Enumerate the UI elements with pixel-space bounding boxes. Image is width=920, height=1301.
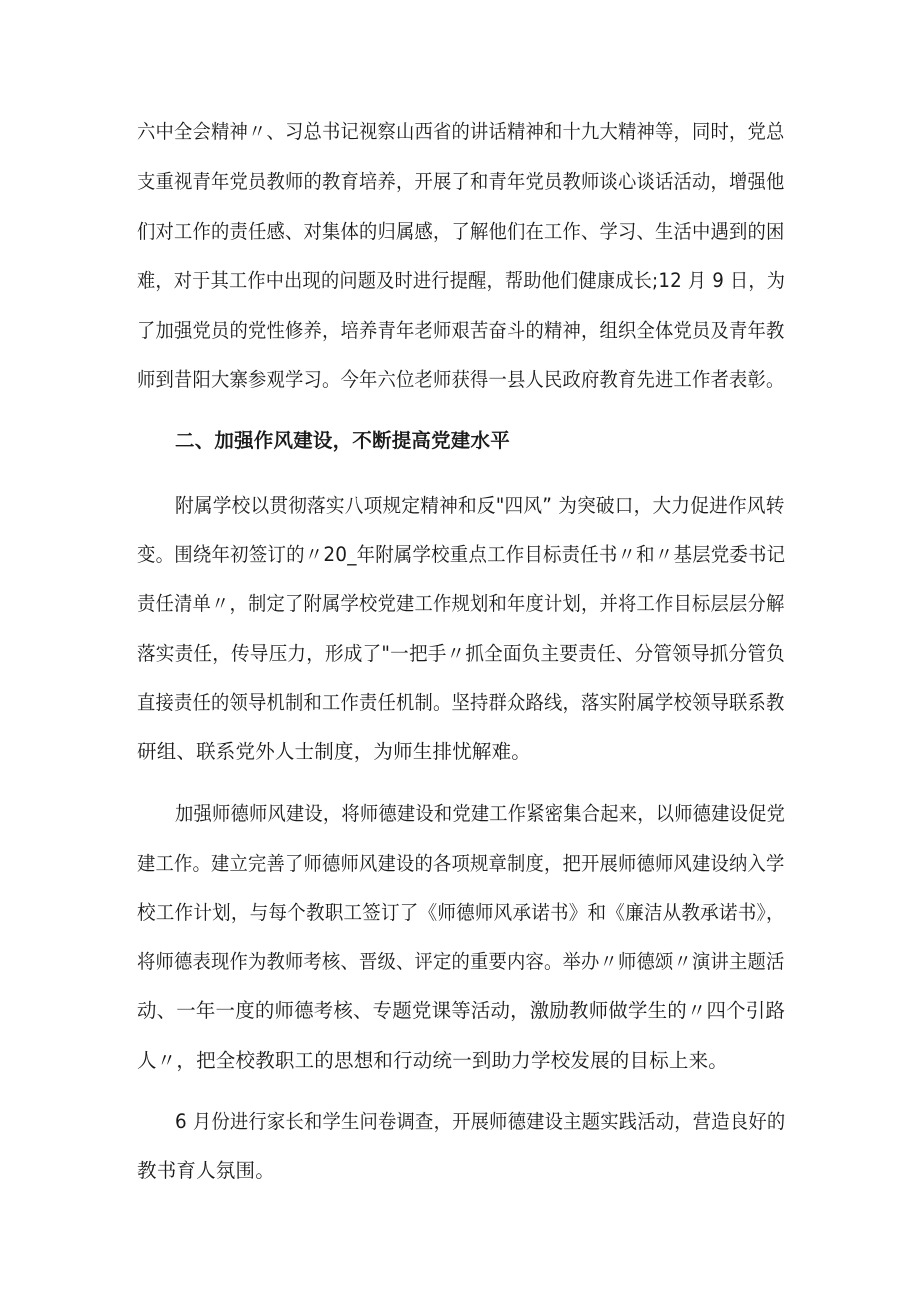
section-heading: 二、加强作风建设，不断提高党建水平 <box>175 429 510 452</box>
text-line: 6 月份进行家长和学生问卷调查，开展师德建设主题实践活动，营造良好的 <box>175 1110 786 1133</box>
text-line: 研组、联系党外人士制度，为师生排忧解难。 <box>137 740 532 763</box>
text-line: 落实责任，传导压力，形成了"一把手〃抓全面负主要责任、分管领导抓分管负 <box>137 642 785 665</box>
text-line: 人〃，把全校教职工的思想和行动统一到助力学校发展的目标上来。 <box>137 1049 729 1072</box>
text-line: 支重视青年党员教师的教育培养，开展了和青年党员教师谈心谈话活动，增强他 <box>137 170 785 193</box>
text-line: 们对工作的责任感、对集体的归属感，了解他们在工作、学习、生活中遇到的困 <box>137 220 785 243</box>
text-line: 变。围绕年初签订的〃20_年附属学校重点工作目标责任书〃和〃基层党委书记 <box>137 543 786 566</box>
text-line: 将师德表现作为教师考核、晋级、评定的重要内容。举办〃师德颂〃演讲主题活 <box>137 950 785 973</box>
text-line: 六中全会精神〃、习总书记视察山西省的讲话精神和十九大精神等，同时，党总 <box>137 120 785 143</box>
text-line: 附属学校以贯彻落实八项规定精神和反"四风” 为突破口，大力促进作风转 <box>175 494 785 517</box>
text-line: 了加强党员的党性修养，培养青年老师艰苦奋斗的精神，组织全体党员及青年教 <box>137 319 785 342</box>
text-line: 师到昔阳大寨参观学习。今年六位老师获得一县人民政府教育先进工作者表彰。 <box>137 368 785 391</box>
text-line: 教书育人氛围。 <box>137 1159 275 1182</box>
text-line: 校工作计划，与每个教职工签订了《师德师风承诺书》和《廉洁从教承诺书》， <box>137 901 785 924</box>
text-line: 建工作。建立完善了师德师风建设的各项规章制度，把开展师德师风建设纳入学 <box>137 852 785 875</box>
text-line: 难，对于其工作中出现的问题及时进行提醒，帮助他们健康成长;12 月 9 日，为 <box>137 269 786 292</box>
text-line: 责任清单〃，制定了附属学校党建工作规划和年度计划，并将工作目标层层分解 <box>137 592 785 615</box>
text-line: 动、一年一度的师德考核、专题党课等活动，激励教师做学生的〃四个引路 <box>137 999 786 1022</box>
text-line: 加强师德师风建设，将师德建设和党建工作紧密集合起来，以师德建设促党 <box>175 802 786 825</box>
text-line: 直接责任的领导机制和工作责任机制。坚持群众路线，落实附属学校领导联系教 <box>137 691 785 714</box>
